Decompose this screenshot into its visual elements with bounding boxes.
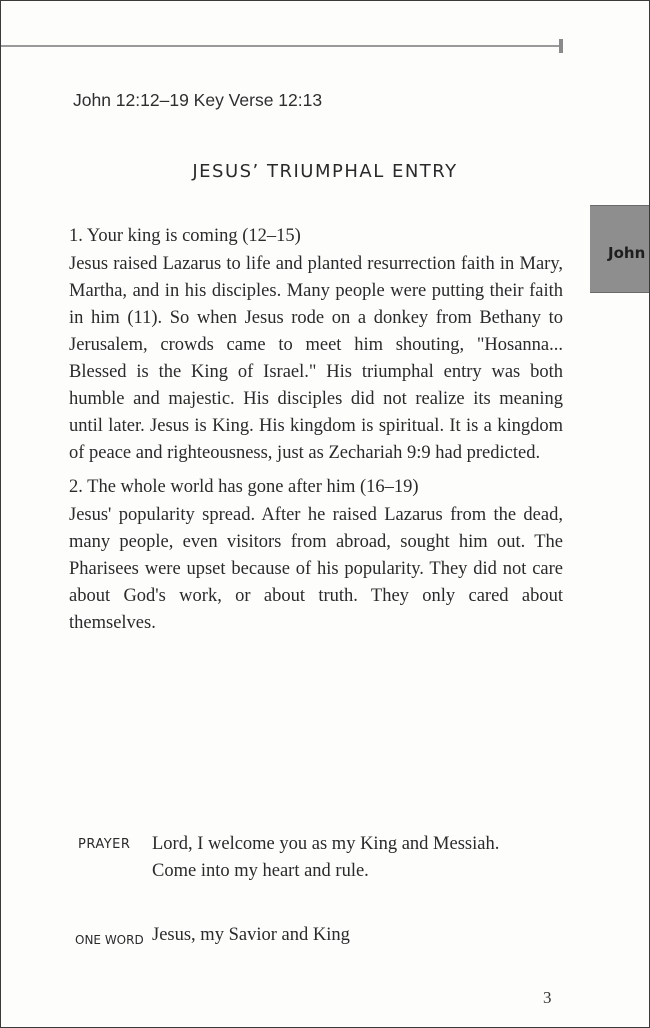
section-2-heading: 2. The whole world has gone after him (16–19): [69, 477, 419, 497]
main-content: [69, 223, 563, 644]
page-number: 3: [543, 988, 552, 1007]
page-title: JESUS’ TRIUMPHAL ENTRY: [192, 161, 458, 182]
passage-reference: John 12:12–19 Key Verse 12:13: [73, 90, 323, 110]
section-1-heading: 1. Your king is coming (12–15): [69, 226, 301, 246]
section-1-body: Jesus raised Lazarus to life and planted resurrection faith in Mary, Martha, and in his disciples. Many people were putting their faith in him (11). So when Jesus rode on a donkey from Bethany to Jerusalem, crowds came to meet him shouting, "Hosanna... Blessed is the King of Israel." His triumphal entry was both humble and majestic. His disciples did not realize its meaning until later. Jesus is King. His kingdom is spiritual. It is a kingdom of peace and righteousness, just as Zechariah 9:9 had predicted.: [69, 254, 563, 463]
prayer-label: PRAYER: [78, 837, 131, 852]
chapter-tab-label: John: [608, 244, 646, 262]
section-2-body: Jesus' popularity spread. After he raised Lazarus from the dead, many people, even visitors from abroad, sought him out. The Pharisees were upset because of his popularity. They did not care about God's work, or about truth. They only cared about themselves.: [69, 505, 563, 633]
top-rule-end: [559, 39, 563, 53]
prayer-text: [152, 831, 572, 885]
prayer-line-1: Lord, I welcome you as my King and Messiah.: [152, 834, 500, 854]
prayer-line-2: Come into my heart and rule.: [152, 861, 369, 881]
top-rule: [1, 45, 561, 47]
one-word-label: ONE WORD: [75, 933, 144, 947]
chapter-tab: [590, 205, 650, 293]
one-word-text: Jesus, my Savior and King: [152, 925, 350, 945]
